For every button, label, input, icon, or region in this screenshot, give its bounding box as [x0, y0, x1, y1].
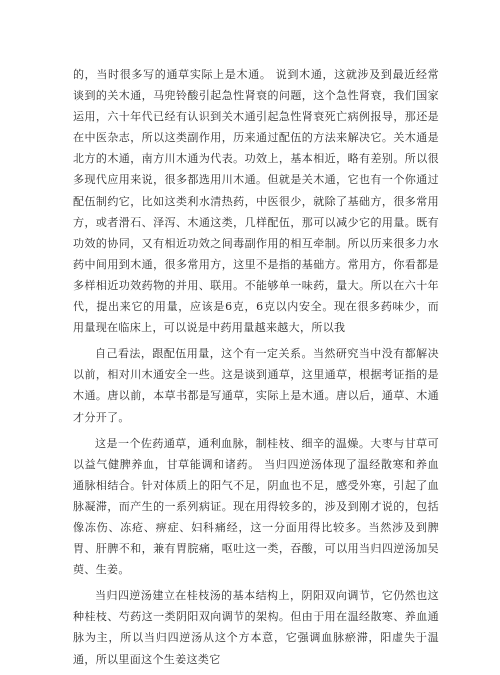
paragraph-2: 自己看法，跟配伍用量，这个有一定关系。当然研究当中没有都解决以前，相对川木通安全一些。这是谈到通草，这里通草，根据考证指的是木通。唐以前，本草书都是写通草，实际上是木通。唐以后，通草、木通才分开了。	[73, 347, 439, 424]
document-body	[73, 64, 439, 675]
paragraph-3: 这是一个佐药通草，通利血脉，制桂枝、细辛的温燥。大枣与甘草可以益气健脾养血，甘草能调和诸药。 当归四逆汤体现了温经散寒和养血通脉相结合。针对体质上的阳气不足，阴血也不足，感受外寒，引起了血脉凝滞，而产生的一系列病证。现在用得较多的，涉及到刚才说的，包括像冻伤、冻疮、痹症、妇科痛经，这一分面用得比较多。当然涉及到脾胃、肝脾不和，兼有胃脘痛，呕吐这一类，吞酸，可以用当归四逆汤加吴萸、生姜。	[73, 436, 439, 577]
paragraph-1: 的，当时很多写的通草实际上是木通。 说到木通，这就涉及到最近经常谈到的关木通，马兜铃酸引起急性肾衰的问题，这个急性肾衰，我们国家运用，六十年代已经有认识到关木通引起急性肾衰死亡病例报导，那还是在中医杂志，所以这类副作用，历来通过配伍的方法来解决它。关木通是北方的木通，南方川木通为代表。功效上，基本相近，略有差别。所以很多现代应用来说，很多都选用川木通。但就是关木通，它也有一个你通过配伍制约它，比如这类利水清热药，中医很少，就除了基础方，很多常用方，或者滑石、泽泻、木通这类，几样配伍，那可以减少它的用量。既有功效的协同，又有相近功效之间毒副作用的相互牵制。所以历来很多力水药中间用到木通，很多常用方，这里不是指的基础方。常用方，你看都是多样相近功效药物的并用、联用。不能够单一味药，量大。所以在六十年代，提出来它的用量，应该是6克，6克以内安全。现在很多药味少，而用量现在临床上，可以说是中药用量越来越大，所以我	[73, 68, 439, 335]
paragraph-4: 当归四逆汤建立在桂枝汤的基本结构上，阴阳双向调节，它仍然也这种桂枝、芍药这一类阴阳双向调节的架构。但由于用在温经散寒、养血通脉为主，所以当归四逆汤从这个方本意，它强调血脉瘀滞，阳虚失于温通，所以里面这个生姜这类它	[73, 589, 439, 666]
